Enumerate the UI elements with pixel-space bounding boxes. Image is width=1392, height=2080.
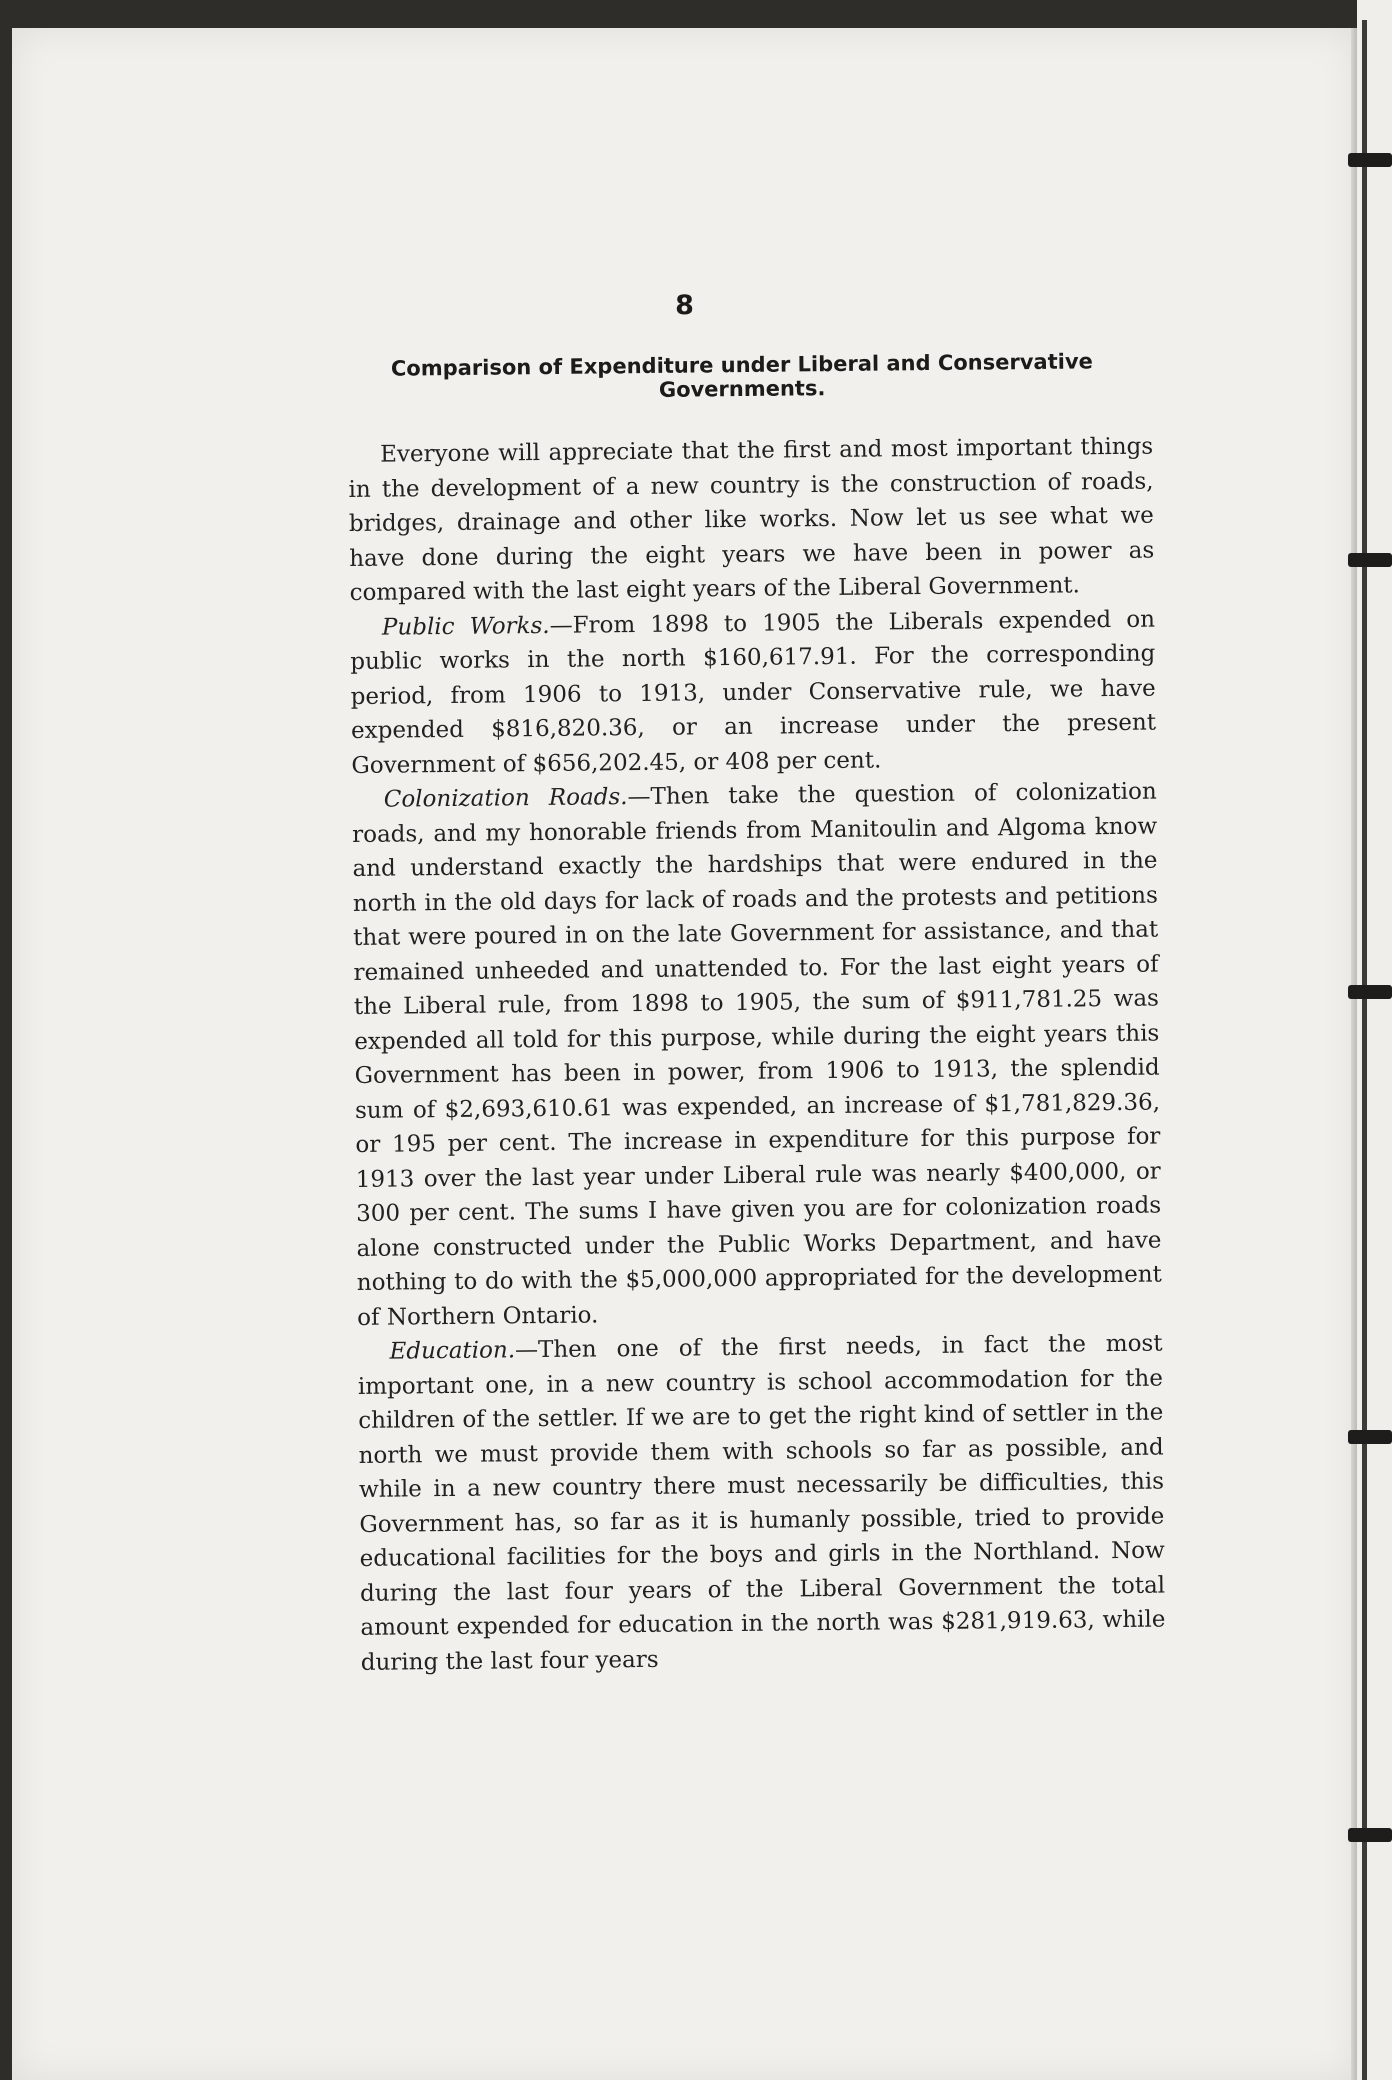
section-heading	[342, 349, 1142, 405]
page-number: 8	[675, 290, 694, 321]
paragraph-colonization-roads	[352, 775, 1163, 1335]
paragraph-lead: Public Works.	[381, 612, 550, 641]
binding-line	[1362, 20, 1367, 2080]
paragraph-education	[357, 1327, 1166, 1680]
document-page	[12, 28, 1357, 2080]
binding-staple	[1348, 153, 1392, 167]
binding-staple	[1348, 1430, 1392, 1444]
binding-staple	[1348, 985, 1392, 999]
paragraph-intro	[348, 430, 1155, 611]
paragraph-text: —Then one of the first needs, in fact the most important one, in a new country is school accommodation for the children of the settler. If we are to get the right kind of settler in the north we must provide them with schools so far as possible, and while in a new country there must necessarily be difficulties, this Government has, so far as it is humanly possible, tried to provide educational facilities for the boys and girls in the Northland. Now during the last four years of the Liberal Government the total amount expended for education in the north was $281,919.63, while during the last four years	[357, 1330, 1166, 1676]
section-heading-line-1: Comparison of Expenditure under Liberal and Conservative	[390, 349, 1093, 381]
paragraph-public-works	[350, 602, 1157, 783]
paragraph-lead: Education.	[389, 1337, 516, 1365]
binding-staple	[1348, 1828, 1392, 1842]
section-heading-line-2: Governments.	[658, 376, 826, 402]
binding-staple	[1348, 553, 1392, 567]
paragraph-text: —From 1898 to 1905 the Liberals expended on public works in the north $160,617.91. For the corresponding period, from 1906 to 1913, under Conservative rule, we have expended $816,820.36, or an increase under the present Government of $656,202.45, or 408 per cent.	[350, 606, 1157, 779]
paragraph-lead: Colonization Roads.	[383, 784, 628, 813]
paragraph-text: —Then take the question of colonization roads, and my honorable friends from Manitoulin and Algoma know and understand exactly the hardships that were endured in the north in the old days for lack of roads and the protests and petitions that were poured in on the late Government for assistance, and that remained unheeded and unattended to. For the last eight years of the Liberal rule, from 1898 to 1905, the sum of $911,781.25 was expended all told for this purpose, while during the eight years this Government has been in power, from 1906 to 1913, the splendid sum of $2,693,610.61 was expended, an increase of $1,781,829.36, or 195 per cent. The increase in expenditure for this purpose for 1913 over the last year under Liberal rule was nearly $400,000, or 300 per cent. The sums I have given you are for colonization roads alone constructed under the Public Works Department, and have nothing to do with the $5,000,000 appropriated for the development of Northern Ontario.	[352, 778, 1162, 1331]
paragraph-text: Everyone will appreciate that the first and most important things in the development of a new country is the construction of roads, bridges, drainage and other like works. Now let us see what we have done during the eight years we have been in power as compared with the last eight years of the Liberal Government.	[348, 433, 1155, 606]
body-text	[348, 430, 1166, 1680]
